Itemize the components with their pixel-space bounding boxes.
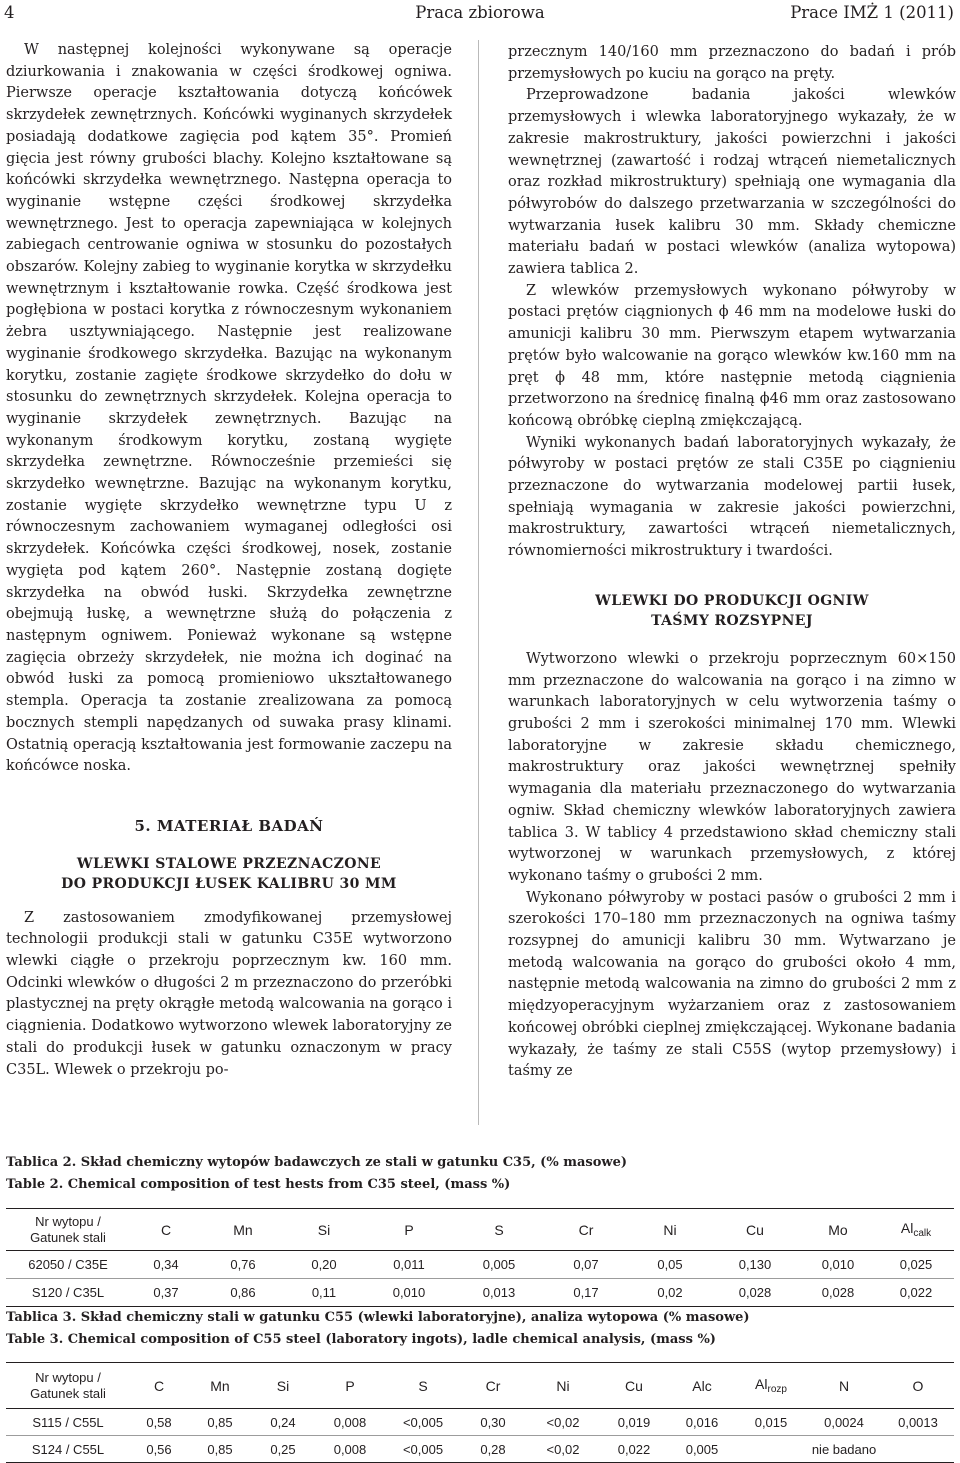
table-cell: 0,013 [454, 1279, 544, 1307]
table2-caption-en: Table 2. Chemical composition of test hests from C35 steel, (mass %) [6, 1177, 511, 1192]
table2-header-cell: Si [284, 1209, 364, 1251]
left-column [6, 40, 452, 1081]
table-cell: 0,07 [544, 1251, 628, 1279]
table-cell: 0,76 [202, 1251, 284, 1279]
journal-title: Praca zbiorowa [415, 3, 545, 22]
table2-header-cell: C [130, 1209, 202, 1251]
table3-header-cell: P [314, 1363, 386, 1409]
table-cell: 0,17 [544, 1279, 628, 1307]
header-line: Nr wytopu / [35, 1369, 101, 1385]
table2-header-cell: Cu [712, 1209, 798, 1251]
page-header [0, 0, 960, 30]
table2-header-cell [878, 1209, 954, 1251]
paragraph: Wykonano półwyroby w postaci pasów o grubości 2 mm i szerokości 170–180 mm przeznaczonych na ogniwa taśmy rozsypnej do amunicji kalibru 30 mm. Wytwarzano je metodą walcowania na gorąco do grubości około 4 mm, następnie metodą walcowania na zimno do grubości 2 mm z międzyoperacyjnym wyżarzaniem oraz z zastosowaniem końcowej obróbki cieplnej zmiękczającej. Wykonane badania wykazały, że taśmy ze stali C55S (wytop przemysłowy) i taśmy ze [508, 889, 956, 1080]
table-cell: 0,25 [252, 1436, 314, 1463]
subsection-title-line: WLEWKI STALOWE PRZEZNACZONE [76, 855, 382, 872]
table-cell: 0,02 [628, 1279, 712, 1307]
al-subscript: rozp [767, 1384, 787, 1395]
header-line: Nr wytopu / [35, 1213, 101, 1229]
right-column [508, 42, 956, 1083]
table-cell: 0,015 [736, 1409, 806, 1436]
subsection-title-line: WLEWKI DO PRODUKCJI OGNIW [595, 592, 869, 609]
table-cell: 0,34 [130, 1251, 202, 1279]
table-cell: nie badano [806, 1436, 882, 1463]
table-cell [736, 1436, 806, 1463]
table2 [6, 1208, 954, 1307]
table-cell: 0,022 [600, 1436, 668, 1463]
column-divider [478, 40, 479, 1125]
al-subscript: calk [913, 1228, 932, 1239]
table-cell: <0,005 [386, 1409, 460, 1436]
table-cell: 0,019 [600, 1409, 668, 1436]
table-cell: 0,24 [252, 1409, 314, 1436]
table3-header-cell: O [882, 1363, 954, 1409]
table-cell: <0,005 [386, 1436, 460, 1463]
table-cell: 0,010 [798, 1251, 878, 1279]
paragraph: Wytworzono wlewki o przekroju poprzecznym 60×150 mm przeznaczone do walcowania na gorąco i na zimno w warunkach laboratoryjnych w celu wytworzenia taśmy o grubości 2 mm i szerokości minimalnej 170 mm. Wlewki laboratoryjne w zakresie składu chemicznego, makrostruktury oraz jakości wewnętrznej spełniły wymagania dla materiału przeznaczonego do wytwarzania ogniw. Skład chemiczny wlewków laboratoryjnych zawiera tablica 3. W tablicy 4 przedstawiono skład chemiczny stali wytworzonej w warunkach przemysłowych, z której wykonano taśmy o grubości 2 mm. [508, 650, 956, 884]
al-symbol: Al [755, 1376, 768, 1392]
table-cell: S124 / C55L [6, 1436, 130, 1463]
table3-header-cell: N [806, 1363, 882, 1409]
table-cell: 0,28 [460, 1436, 526, 1463]
paragraph: Z wlewków przemysłowych wykonano półwyroby w postaci prętów ciągnionych ϕ 46 mm na modelowe łuski do amunicji kalibru 30 mm. Pierwszym etapem wytwarzania prętów było walcowanie na gorąco wlewków kw.160 mm na pręt ϕ 48 mm, które następnie metodą ciągnienia przetworzono na średnicę finalną ϕ46 mm oraz zastosowano końcową obróbkę cieplną zmiękczającą. [508, 282, 956, 429]
page-number: 4 [4, 3, 15, 22]
table-cell: 0,30 [460, 1409, 526, 1436]
table2-header-row [6, 1209, 954, 1251]
paragraph: Wyniki wykonanych badań laboratoryjnych wykazały, że półwyroby w postaci prętów ze stali C35E po ciągnieniu przeznaczone do wytwarzania modelowej partii łusek, spełniają wymagania w zakresie jakości powierzchni, makrostruktury, zawartości wtrąceń niemetalicznych, równomierności mikrostruktury i twardości. [508, 434, 956, 560]
table3-caption [6, 1307, 750, 1351]
subsection-title [6, 854, 452, 894]
table-cell: 0,20 [284, 1251, 364, 1279]
table2-caption [6, 1152, 627, 1196]
table-cell: 0,05 [628, 1251, 712, 1279]
table3-header-cell: Ni [526, 1363, 600, 1409]
table-cell: 0,11 [284, 1279, 364, 1307]
table3-header-cell [736, 1363, 806, 1409]
table2-header-cell: Ni [628, 1209, 712, 1251]
table2-header-cell: Cr [544, 1209, 628, 1251]
table-cell: 0,008 [314, 1436, 386, 1463]
table3-header-cell: Si [252, 1363, 314, 1409]
al-symbol: Al [900, 1220, 914, 1236]
header-line: Gatunek stali [30, 1229, 106, 1245]
table-cell: 0,86 [202, 1279, 284, 1307]
table-cell: S115 / C55L [6, 1409, 130, 1436]
table-row [6, 1436, 954, 1463]
table-cell: 0,010 [364, 1279, 454, 1307]
table3-header-row [6, 1363, 954, 1409]
table-cell: 0,0024 [806, 1409, 882, 1436]
table2-caption-pl: Tablica 2. Skład chemiczny wytopów badawczych ze stali w gatunku C35, (% masowe) [6, 1155, 627, 1170]
table-cell: 0,005 [668, 1436, 736, 1463]
header-line: Gatunek stali [30, 1385, 106, 1401]
table2-header-cell: Mo [798, 1209, 878, 1251]
table-cell: 0,016 [668, 1409, 736, 1436]
table-cell: 0,85 [188, 1436, 252, 1463]
table-cell [882, 1436, 954, 1463]
table-cell: 0,58 [130, 1409, 188, 1436]
table-cell: 0,130 [712, 1251, 798, 1279]
table-cell: 0,005 [454, 1251, 544, 1279]
table-row [6, 1251, 954, 1279]
table-cell: <0,02 [526, 1436, 600, 1463]
subsection-title-line: DO PRODUKCJI ŁUSEK KALIBRU 30 MM [61, 875, 397, 892]
table3-header-cell: Alc [668, 1363, 736, 1409]
table-cell: 0,008 [314, 1409, 386, 1436]
table3-header-heat [6, 1363, 130, 1409]
table3-caption-pl: Tablica 3. Skład chemiczny stali w gatunku C55 (wlewki laboratoryjne), analiza wytopowa (% masowe) [6, 1310, 750, 1325]
table2-header-cell: P [364, 1209, 454, 1251]
section-title: 5. MATERIAŁ BADAŃ [134, 816, 324, 835]
paragraph: W następnej kolejności wykonywane są operacje dziurkowania i znakowania w części środkowej ogniwa. Pierwsze operacje kształtowania dotyczą końcówek skrzydełek zewnętrznych. Końcówki wyginanych skrzydełek posiadają dodatkowe zagięcia pod kątem 35°. Promień gięcia jest równy grubości blachy. Kolejno kształtowane są końcówki skrzydełka wewnętrznego. Następna operacja to wyginanie wstępne części środkowej skrzydełka wewnętrznego. Jest to operacja zapewniająca w kolejnych zabiegach centrowanie ogniwa w stosunku do pozostałych obszarów. Kolejny zabieg to wyginanie korytka w skrzydełku wewnętrznym i kształtowanie rowka. Część środkowa jest pogłębiona w postaci korytka z równoczesnym wykonaniem żebra usztywniającego. Następnie jest realizowane wyginanie środkowego skrzydełka. Bazując na wykonanym korytku, zostanie zagięte środkowe skrzydełko do dołu w stosunku do zewnętrznych skrzydełek. Kolejna operacja to wyginanie skrzydełek zewnętrznych. Bazując na wykonanym środkowym korytku, zostaną wygięte skrzydełka zewnętrzne. Równocześnie przemieści się skrzydełko wewnętrzne. Bazując na wykonanym korytku, zostanie wygięte skrzydełko wewnętrzne typu U z równoczesnym zachowaniem wymaganej odległości osi skrzydełek. Końcówka części środkowej, nosek, zostanie wygięta pod kątem 260°. Następnie zostaną dogięte skrzydełka na obwód łuski. Skrzydełka zewnętrzne obejmują łuskę, a wewnętrzne służą do połączenia z następnym ogniwem. Ponieważ wykonane są wstępne zagięcia obrzeży skrzydełek, nie można ich doginać na obwód łuski za pomocą promieniowo ukształtowanego stempla. Operacja ta zostanie zrealizowana za pomocą bocznych stempli napędzanych od suwaka prasy klinami. Ostatnią operacją kształtowania jest formowanie zaczepu na końcówce noska. [6, 42, 452, 775]
subsection-title-line: TAŚMY ROZSYPNEJ [651, 612, 813, 629]
table-row [6, 1409, 954, 1436]
table-cell: 62050 / C35E [6, 1251, 130, 1279]
table3-header-cell: Mn [188, 1363, 252, 1409]
journal-issue: Prace IMŻ 1 (2011) [790, 3, 954, 22]
table-cell: 0,37 [130, 1279, 202, 1307]
table-cell: 0,022 [878, 1279, 954, 1307]
table3-header-cell: Cr [460, 1363, 526, 1409]
table-cell: 0,85 [188, 1409, 252, 1436]
table-cell: 0,011 [364, 1251, 454, 1279]
table-cell: S120 / C35L [6, 1279, 130, 1307]
table2-header-cell: Mn [202, 1209, 284, 1251]
paragraph: przecznym 140/160 mm przeznaczono do badań i prób przemysłowych po kuciu na gorąco na pręty. [508, 44, 956, 82]
table2-header-cell: S [454, 1209, 544, 1251]
table3 [6, 1362, 954, 1463]
table-cell: 0,56 [130, 1436, 188, 1463]
table3-caption-en: Table 3. Chemical composition of C55 steel (laboratory ingots), ladle chemical analysis, (mass %) [6, 1332, 716, 1347]
subsection-title [508, 591, 956, 631]
table-cell: 0,028 [712, 1279, 798, 1307]
table3-header-cell: S [386, 1363, 460, 1409]
paragraph: Przeprowadzone badania jakości wlewków przemysłowych i wlewka laboratoryjnego wykazały, że w zakresie makrostruktury, jakości powierzchni i jakości wewnętrznej (zawartość i rodzaj wtrąceń niemetalicznych oraz rozkład mikrostruktury) spełniają one wymagania dla półwyrobów do dalszego przetwarzania w szczególności do wytwarzania łusek kalibru 30 mm. Składy chemiczne materiału badań w postaci wlewków (analiza wytopowa) zawiera tablica 2. [508, 87, 956, 278]
paragraph: Z zastosowaniem zmodyfikowanej przemysłowej technologii produkcji stali w gatunku C35E wytworzono wlewki ciągłe o przekroju poprzecznym kw. 160 mm. Odcinki wlewków o długości 2 m przeznaczono do przeróbki plastycznej na pręty okrągłe metodą walcowania na gorąco i ciągnienia. Dodatkowo wytworzono wlewek laboratoryjny ze stali do produkcji łusek w gatunku oznaczonym w pracy C35L. Wlewek o przekroju po- [6, 909, 452, 1078]
table-cell: 0,028 [798, 1279, 878, 1307]
table3-header-cell: Cu [600, 1363, 668, 1409]
table2-header-heat [6, 1209, 130, 1251]
table-cell: 0,0013 [882, 1409, 954, 1436]
table-cell: <0,02 [526, 1409, 600, 1436]
table-cell: 0,025 [878, 1251, 954, 1279]
table3-header-cell: C [130, 1363, 188, 1409]
table-row [6, 1279, 954, 1307]
